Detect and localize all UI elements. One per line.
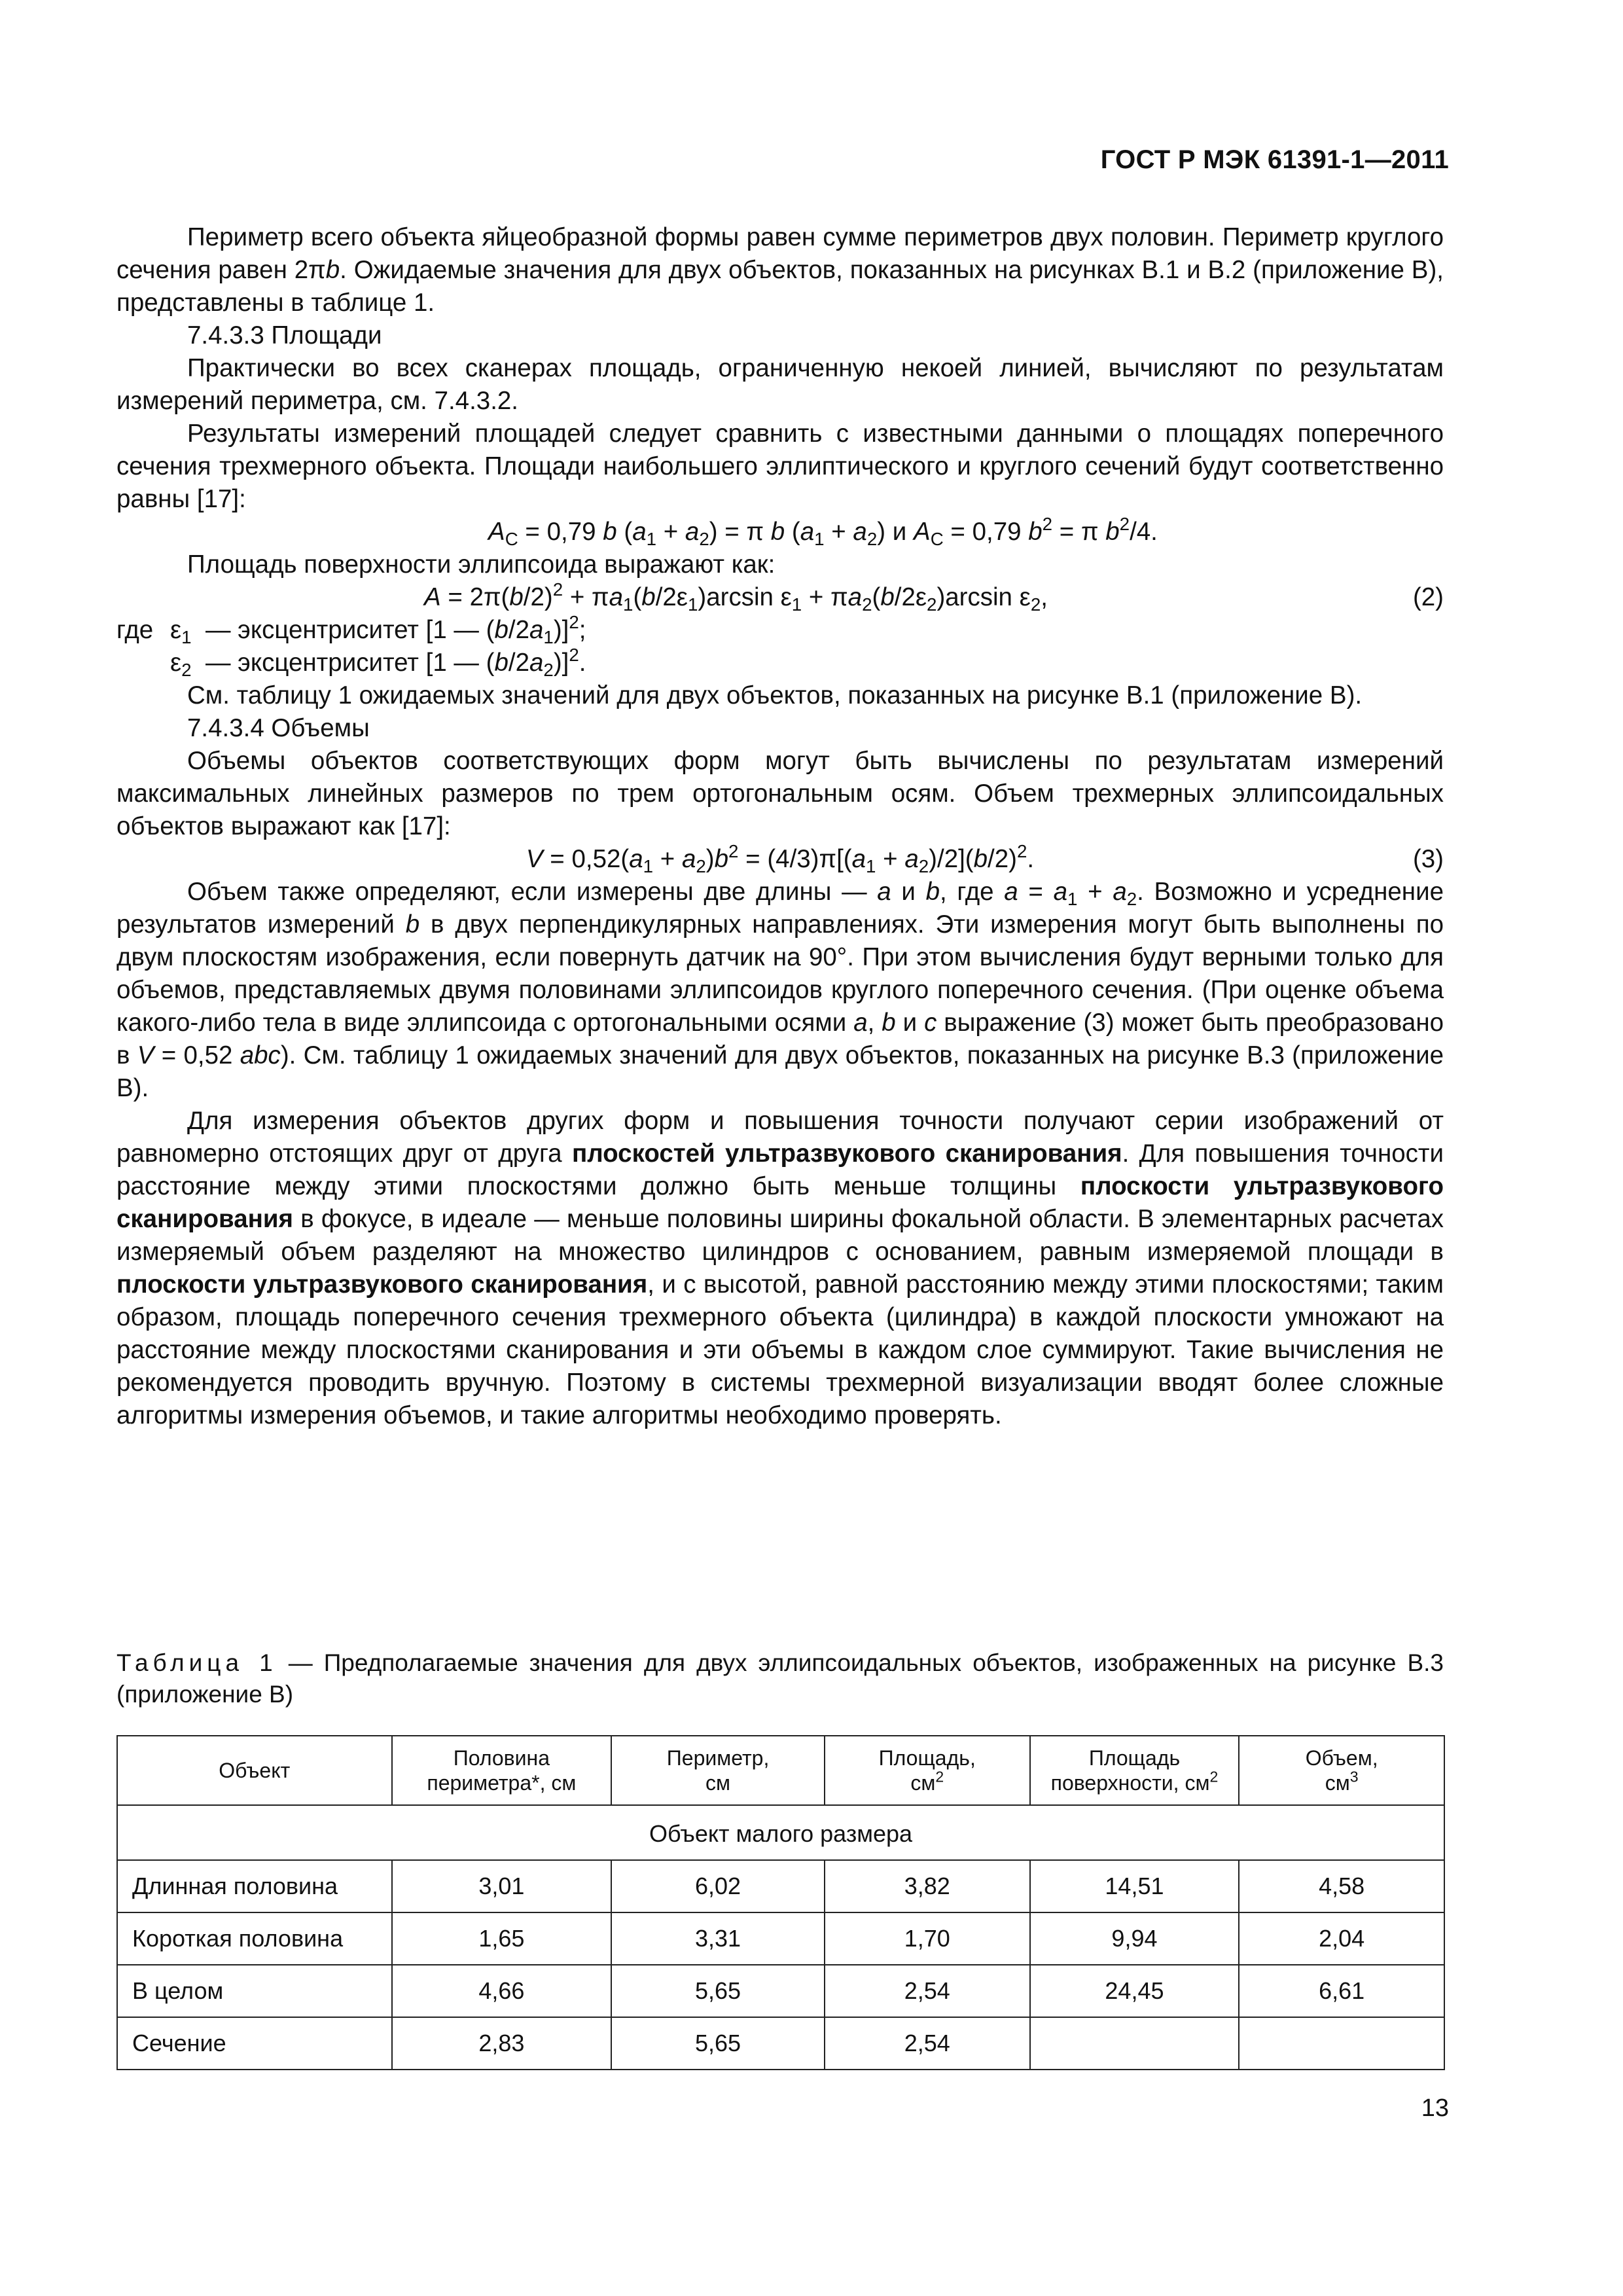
body-text	[116, 221, 1444, 1432]
where-epsilon-1: $\varepsilon_1$ — эксцентриситет [1 — $(b/2a_1)]^2$;	[170, 611, 586, 647]
table-cell: 1,65	[392, 1912, 612, 1965]
paragraph-6: Объемы объектов соответствующих форм могут быть вычислены по результатам измерений максимальных линейных размеров по трем ортогональным осям. Объем трехмерных эллипсоидальных объектов выражают как [17]:	[116, 747, 1444, 840]
table-row	[117, 1912, 1444, 1965]
paragraph-1: Периметр всего объекта яйцеобразной формы равен сумме периметров двух половин. Периметр круглого сечения равен 2πb. Ожидаемые значения для двух объектов, показанных на рисунках В.1 и В.2 (приложение В), представлены в таблице 1.	[116, 223, 1444, 317]
header-half-perimeter: Половина периметра*, см	[392, 1736, 612, 1805]
table-caption-text: — Предполагаемые значения для двух эллипсоидальных объектов, изображенных на рисунке В.3 (приложение В)	[116, 1649, 1444, 1708]
formula-area: $A_C = 0,79$ b $(a_1 + a_2) = \pi$ b $(a_1 + a_2)$ и $A_C = 0,79$ $b^2 = \pi$ $b^2/4$.	[488, 513, 1158, 549]
table-group-label: Объект малого размера	[117, 1805, 1444, 1860]
formula-area-row	[116, 513, 1444, 549]
table-cell: 14,51	[1030, 1860, 1240, 1912]
header-perimeter: Периметр, см	[611, 1736, 825, 1805]
table-cell: 2,83	[392, 2017, 612, 2070]
page-number: 13	[1421, 2094, 1449, 2122]
table-cell: 2,54	[825, 2017, 1030, 2070]
table-row-label: Сечение	[117, 2017, 392, 2070]
header-surface-area: Площадь поверхности, $см^2$	[1030, 1736, 1240, 1805]
table-cell: 9,94	[1030, 1912, 1240, 1965]
table-cell: 6,02	[611, 1860, 825, 1912]
header-area: Площадь, $см^2$	[825, 1736, 1030, 1805]
header-volume: Объем, $см^3$	[1239, 1736, 1444, 1805]
table-row	[117, 1860, 1444, 1912]
table-cell: 5,65	[611, 2017, 825, 2070]
document-header: ГОСТ Р МЭК 61391-1—2011	[1100, 145, 1449, 174]
paragraph-3: Результаты измерений площадей следует сравнить с известными данными о площадях поперечного сечения трехмерного объекта. Площади наибольшего эллиптического и круглого сечений будут соответственно равны [17]:	[116, 420, 1444, 513]
section-heading-7433: 7.4.3.3 Площади	[187, 321, 382, 350]
table-cell: 24,45	[1030, 1965, 1240, 2017]
formula-2-row	[116, 581, 1444, 614]
table-row	[117, 2017, 1444, 2070]
table-cell: 3,82	[825, 1860, 1030, 1912]
paragraph-5: См. таблицу 1 ожидаемых значений для двух объектов, показанных на рисунке В.1 (приложение В).	[187, 681, 1363, 709]
table-cell: 6,61	[1239, 1965, 1444, 2017]
table-cell: 4,58	[1239, 1860, 1444, 1912]
table-header-row	[117, 1736, 1444, 1805]
formula-3: $V = 0,52(a_1 + a_2)b^2 = (4/3)\pi[(a_1 + a_2)/2](b/2)^2$.	[526, 840, 1035, 876]
table-cell: 1,70	[825, 1912, 1030, 1965]
section-heading-7434: 7.4.3.4 Объемы	[187, 714, 370, 742]
table-cell	[1030, 2017, 1240, 2070]
where-epsilon-2: $\varepsilon_2$ — эксцентриситет [1 — $(b/2a_2)]^2$.	[170, 644, 586, 680]
paragraph-2: Практически во всех сканерах площадь, ограниченную некоей линией, вычисляют по результатам измерений периметра, см. 7.4.3.2.	[116, 354, 1444, 415]
formula-3-row	[116, 840, 1444, 876]
paragraph-7: Объем также определяют, если измерены две длины — a и b, где $a = a_1 + a_2$. Возможно и усреднение результатов измерений b в двух перпендикулярных направлениях. Эти измерения могут быть выполнены по двум плоскостям изображения, если повернуть датчик на 90°. При этом вычисления будут верными только для объемов, представляемых двумя половинами эллипсоидов круглого поперечного сечения. (При оценке объема какого-либо тела в виде эллипсоида с ортогональными осями a, b и c выражение (3) может быть преобразовано в V = 0,52 abc). См. таблицу 1 ожидаемых значений для двух объектов, показанных на рисунке В.3 (приложение В).	[116, 878, 1444, 1102]
table-cell: 5,65	[611, 1965, 825, 2017]
paragraph-8: Для измерения объектов других форм и повышения точности получают серии изображений от равномерно отстоящих друг от друга плоскостей ультразвукового сканирования. Для повышения точности расстояние между этими плоскостями должно быть меньше толщины плоскости ультразвукового сканирования в фокусе, в идеале — меньше половины ширины фокальной области. В элементарных расчетах измеряемый объем разделяют на множество цилиндров с основанием, равным измеряемой площади в плоскости ультразвукового сканирования, и с высотой, равной расстоянию между этими плоскостями; таким образом, площадь поперечного сечения трехмерного объекта (цилиндра) в каждой плоскости умножают на расстояние между плоскостями сканирования и эти объемы в каждом слое суммируют. Такие вычисления не рекомендуется проводить вручную. Поэтому в системы трехмерной визуализации вводят более сложные алгоритмы измерения объемов, и такие алгоритмы необходимо проверять.	[116, 1107, 1444, 1429]
table-caption-label: Таблица 1	[116, 1649, 277, 1676]
table-cell: 3,01	[392, 1860, 612, 1912]
where-word: где	[116, 616, 154, 644]
table-caption	[116, 1647, 1444, 1710]
formula-2-number: (2)	[1412, 583, 1444, 611]
table-row-label: Длинная половина	[117, 1860, 392, 1912]
where-line-2	[116, 644, 1444, 680]
where-line-1	[116, 611, 1444, 647]
data-table	[116, 1735, 1445, 2070]
table-cell: 2,54	[825, 1965, 1030, 2017]
table-group-row	[117, 1805, 1444, 1860]
table-cell: 2,04	[1239, 1912, 1444, 1965]
table-row	[117, 1965, 1444, 2017]
table-cell: 3,31	[611, 1912, 825, 1965]
table-row-label: Короткая половина	[117, 1912, 392, 1965]
header-object: Объект	[117, 1736, 392, 1805]
table-cell	[1239, 2017, 1444, 2070]
table-cell: 4,66	[392, 1965, 612, 2017]
formula-2: $A = 2\pi(b/2)^2 + \pi a_1(b/2\varepsilon_1)\arcsin$ $\varepsilon_1 + \pi a_2(b/2\varepsilon_2)\arcsin$ $\varepsilon_2$,	[424, 579, 1048, 615]
table-row-label: В целом	[117, 1965, 392, 2017]
paragraph-4: Площадь поверхности эллипсоида выражают как:	[187, 550, 776, 579]
formula-3-number: (3)	[1412, 845, 1444, 873]
